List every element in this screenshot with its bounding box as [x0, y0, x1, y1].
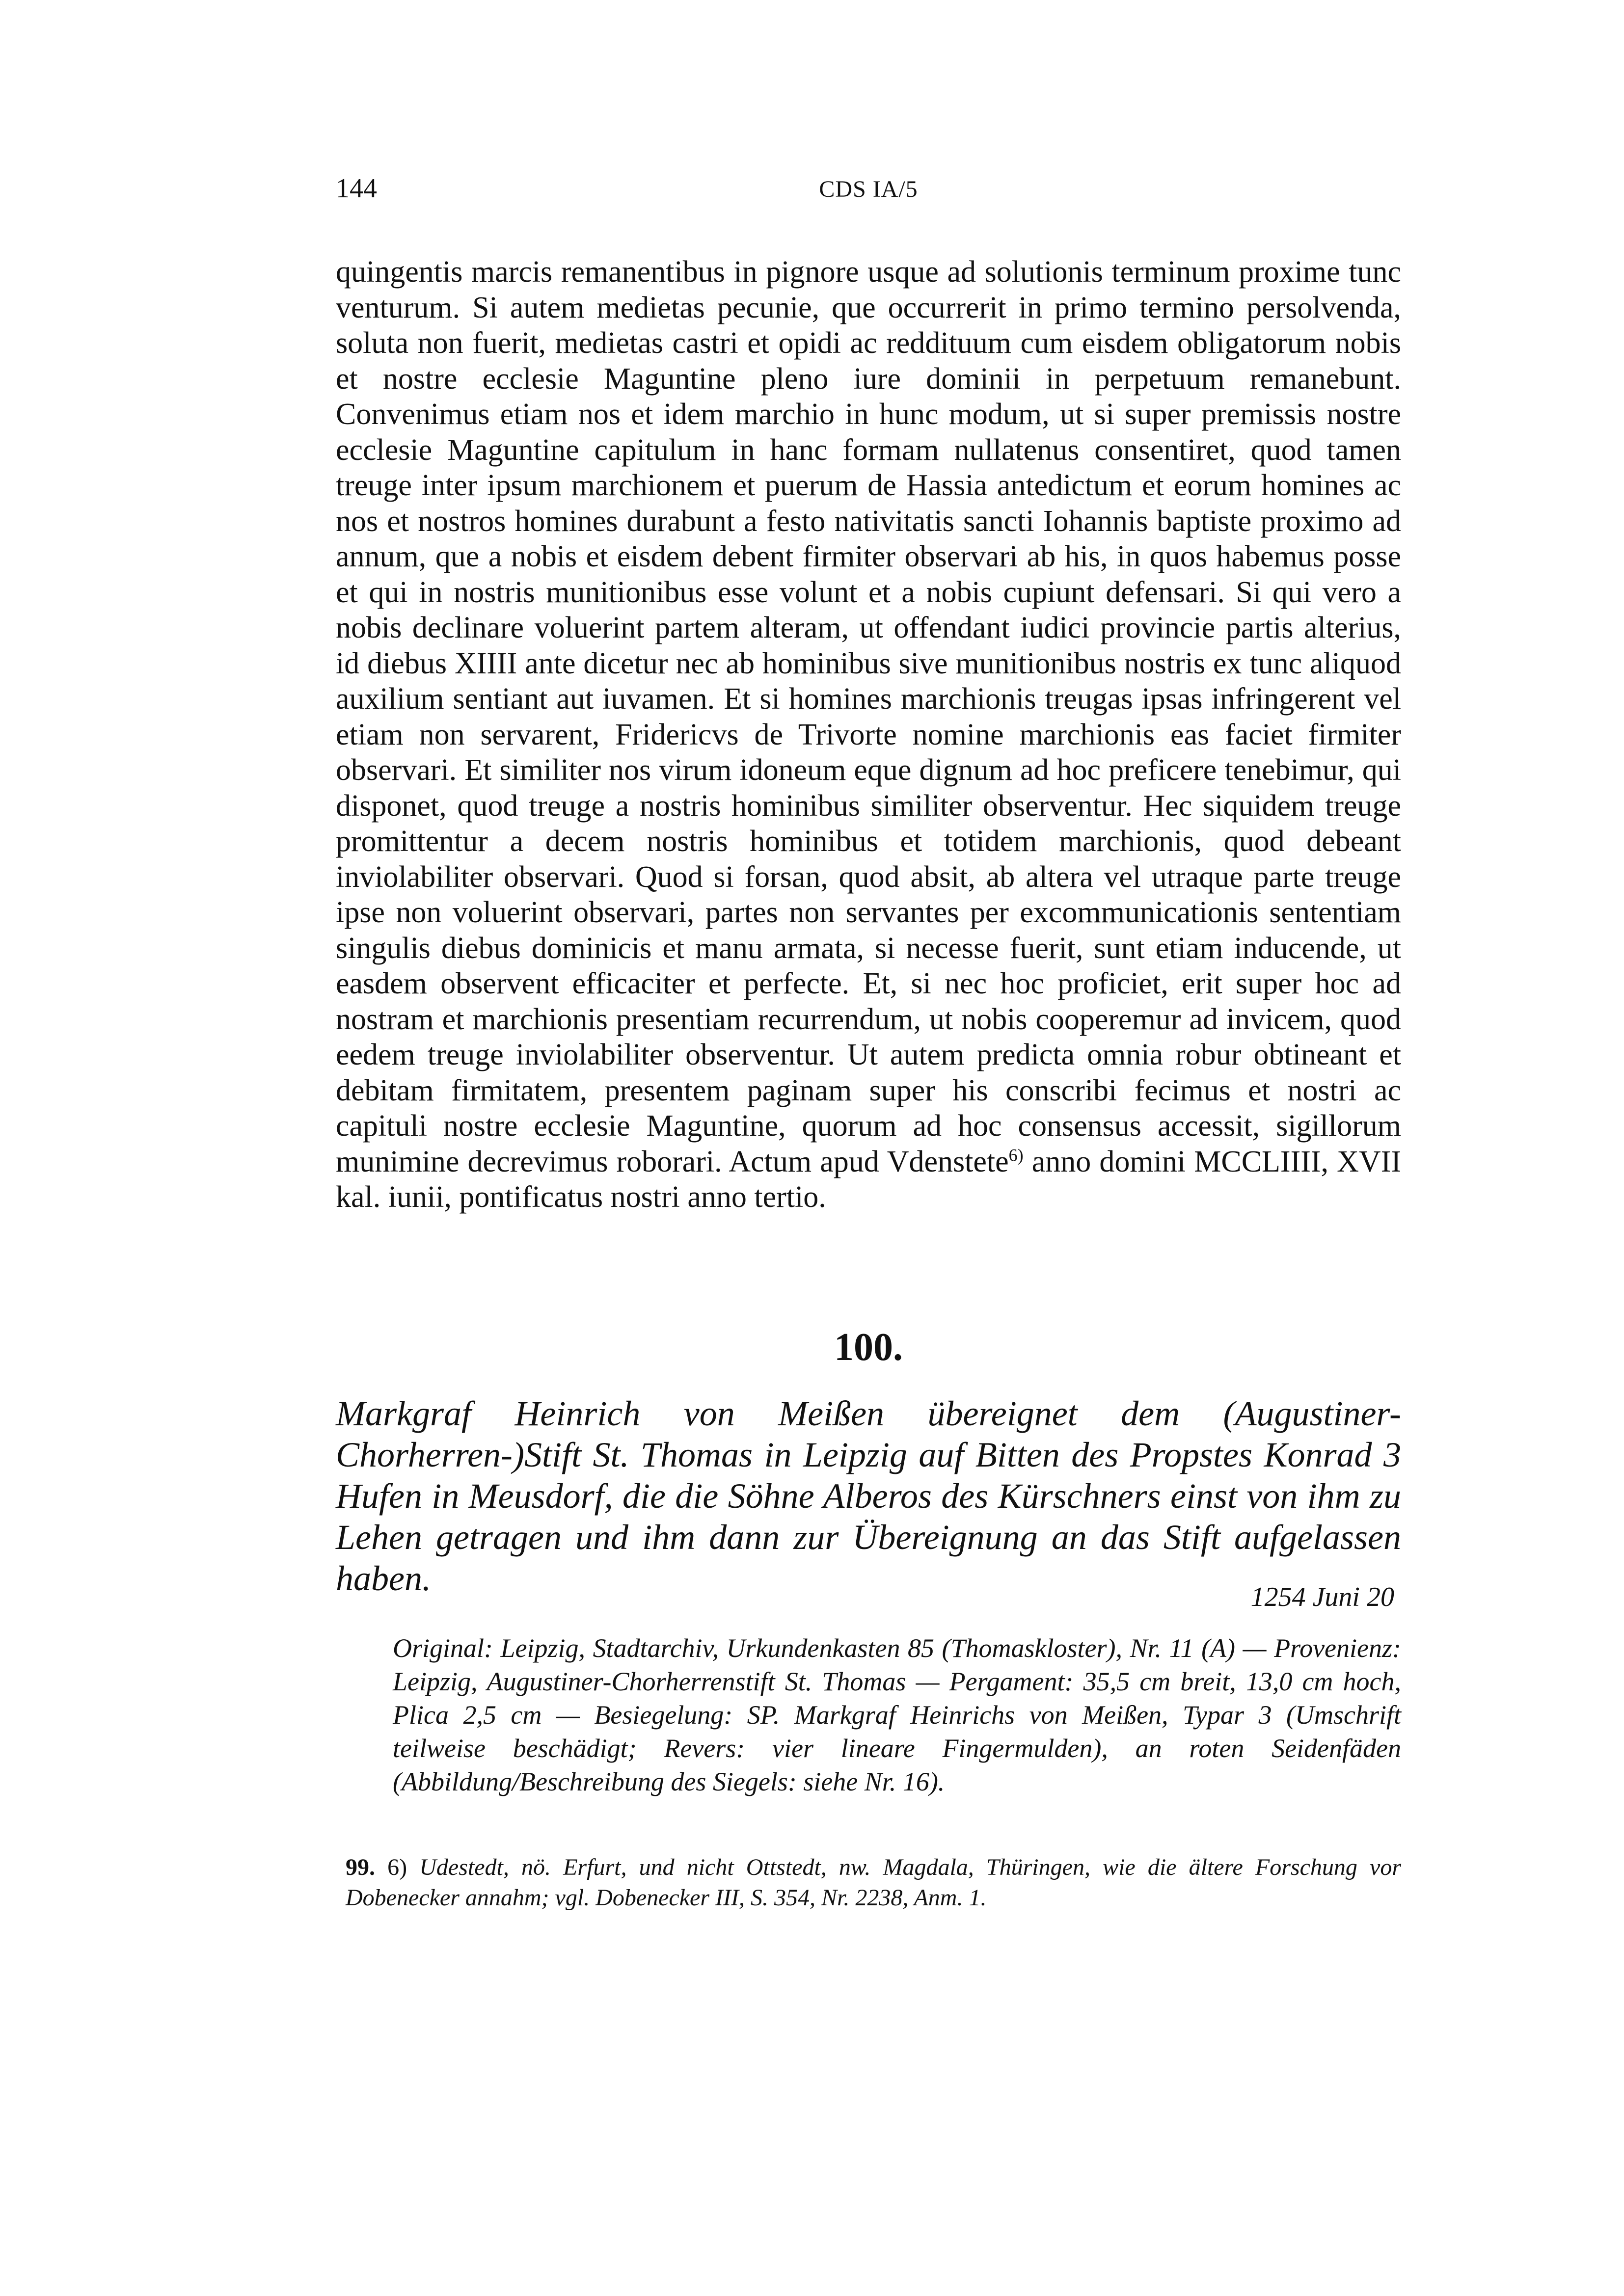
footnote-text: Udestedt, nö. Erfurt, und nicht Ottstedt, nw. Magdala, Thüringen, wie die ältere Forschung vor Dobenecker annahm; vgl. Dobenecker III, S. 354, Nr. 2238, Anm. 1. [346, 1854, 1401, 1911]
tradition-note: Original: Leipzig, Stadtarchiv, Urkundenkasten 85 (Thomaskloster), Nr. 11 (A) — Provenienz: Leipzig, Augustiner-Chorherrenstift St. Thomas — Pergament: 35,5 cm breit, 13,0 cm hoch, Plica 2,5 cm — Besiegelung: SP. Markgraf Heinrichs von Meißen, Typar 3 (Umschrift teilweise beschädigt; Revers: vier lineare Fingermulden), an roten Seidenfäden (Abbildung/Beschreibung des Siegels: siehe Nr. 16). [393, 1633, 1401, 1796]
footnote-document-ref: 99. [346, 1854, 375, 1880]
charter-text-continued [336, 254, 1401, 1215]
charter-text-end: anno domini MCCLIIII, XVII kal. iunii, pontificatus nostri anno tertio. [336, 1145, 1401, 1214]
footnote-marker: 6) [1008, 1145, 1024, 1165]
charter-text-main: quingentis marcis remanentibus in pignore usque ad solutionis terminum proxime tunc venturum. Si autem medietas pecunie, que occurrerit in primo termino persolvenda, soluta non fuerit, medietas castri et opidi ac reddituum cum eisdem obligatorum nobis et nostre ecclesie Maguntine pleno iure dominii in perpetuum remanebunt. Convenimus etiam nos et idem marchio in hunc modum, ut si super premissis nostre ecclesie Maguntine capitulum in hanc formam nullatenus consentiret, quod tamen treuge inter ipsum marchionem et puerum de Hassia antedictum et eorum homines ac nos et nostros homines durabunt a festo nativitatis sancti Iohannis baptiste proximo ad annum, que a nobis et eisdem debent firmiter observari ab his, in quos habemus posse et qui in nostris munitionibus esse volunt et a nobis cupiunt defensari. Si qui vero a nobis declinare voluerint partem alteram, ut offendant iudici provincie partis alterius, id diebus XIIII ante dicetur nec ab hominibus sive munitionibus nostris ex tunc aliquod auxilium sentiant aut iuvamen. Et si homines marchionis treugas ipsas infringerent vel etiam non servarent, Fridericvs de Trivorte nomine marchionis eas faciet firmiter observari. Et similiter nos virum idoneum eque dignum ad hoc preficere tenebimur, qui disponet, quod treuge a nostris hominibus similiter observentur. Hec siquidem treuge promittentur a decem nostris hominibus et totidem marchionis, quod debeant inviolabiliter observari. Quod si forsan, quod absit, ab altera vel utraque parte treuge ipse non voluerint observari, partes non servantes per excommunicationis sententiam singulis diebus dominicis et manu armata, si necesse fuerit, sunt etiam inducende, ut easdem observent efficaciter et perfecte. Et, si nec hoc proficiet, erit super hoc ad nostram et marchionis presentiam recurrendum, ut nobis cooperemur ad invicem, quod eedem treuge inviolabiliter observentur. Ut autem predicta omnia robur obtineant et debitam firmitatem, presentem paginam super his conscribi fecimus et nostri ac capituli nostre ecclesie Maguntine, quorum ad hoc consensus accessit, sigillorum munimine decrevimus roborari. Actum apud Vdenstete [336, 255, 1401, 1178]
running-head [336, 173, 1401, 212]
footnote [346, 1852, 1401, 1913]
document-date: 1254 Juni 20 [1250, 1582, 1394, 1612]
running-title: CDS IA/5 [819, 176, 918, 202]
regest: Markgraf Heinrich von Meißen übereignet dem (Augustiner-Chorherren-)Stift St. Thomas in Leipzig auf Bitten des Propstes Konrad 3 Hufen in Meusdorf, die die Söhne Alberos des Kürschners einst von ihm zu Lehen getragen und ihm dann zur Übereignung an das Stift aufgelassen haben. [336, 1394, 1401, 1598]
page-number: 144 [336, 173, 377, 204]
footnote-number: 6) [387, 1854, 407, 1880]
document-number: 100. [834, 1326, 903, 1369]
